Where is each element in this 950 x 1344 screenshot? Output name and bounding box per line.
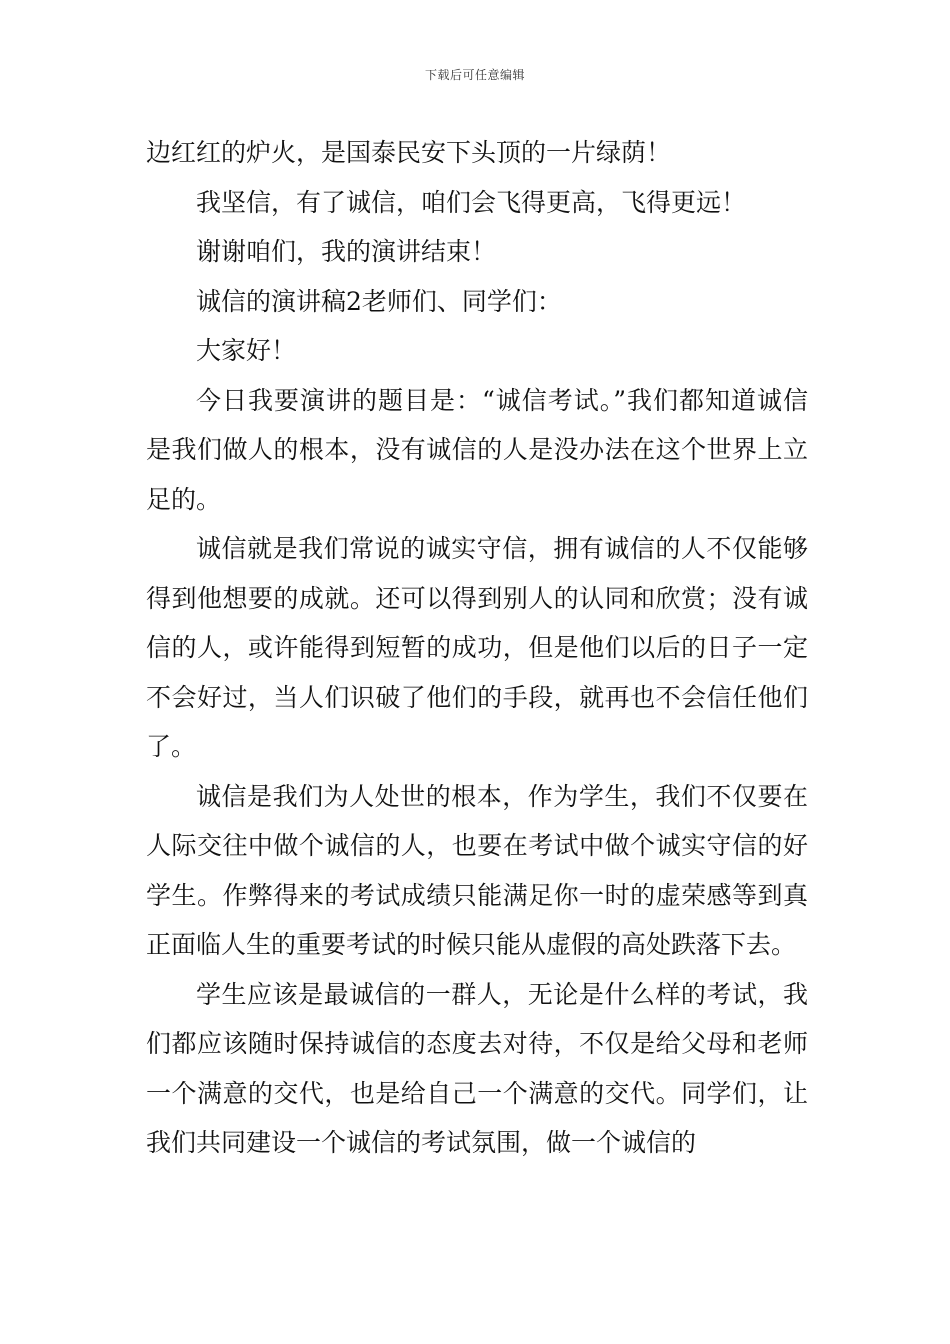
paragraph: 诚信是我们为人处世的根本，作为学生，我们不仅要在人际交往中做个诚信的人，也要在考试中做个诚实守信的好学生。作弊得来的考试成绩只能满足你一时的虚荣感等到真正面临人生的重要考试的时候只能从虚假的高处跌落下去。	[146, 781, 808, 959]
paragraph: 学生应该是最诚信的一群人，无论是什么样的考试，我们都应该随时保持诚信的态度去对待，不仅是给父母和老师一个满意的交代，也是给自己一个满意的交代。同学们，让我们共同建设一个诚信的考试氛围，做一个诚信的	[146, 979, 808, 1157]
paragraph: 我坚信，有了诚信，咱们会飞得更高，飞得更远！	[196, 187, 747, 217]
paragraph: 谢谢咱们，我的演讲结束！	[196, 237, 497, 266]
header-note: 下载后可任意编辑	[424, 68, 525, 82]
paragraph: 诚信的演讲稿2老师们、同学们：	[196, 286, 562, 316]
body-text	[146, 128, 808, 1168]
paragraph-continued: 边红红的炉火，是国泰民安下头顶的一片绿荫！	[146, 138, 672, 167]
paragraph: 大家好！	[196, 336, 297, 365]
paragraph: 今日我要演讲的题目是：“诚信考试。”我们都知道诚信是我们做人的根本，没有诚信的人是没办法在这个世界上立足的。	[146, 385, 808, 514]
paragraph: 诚信就是我们常说的诚实守信，拥有诚信的人不仅能够得到他想要的成就。还可以得到别人的认同和欣赏；没有诚信的人，或许能得到短暂的成功，但是他们以后的日子一定不会好过，当人们识破了他们的手段，就再也不会信任他们了。	[146, 534, 808, 761]
